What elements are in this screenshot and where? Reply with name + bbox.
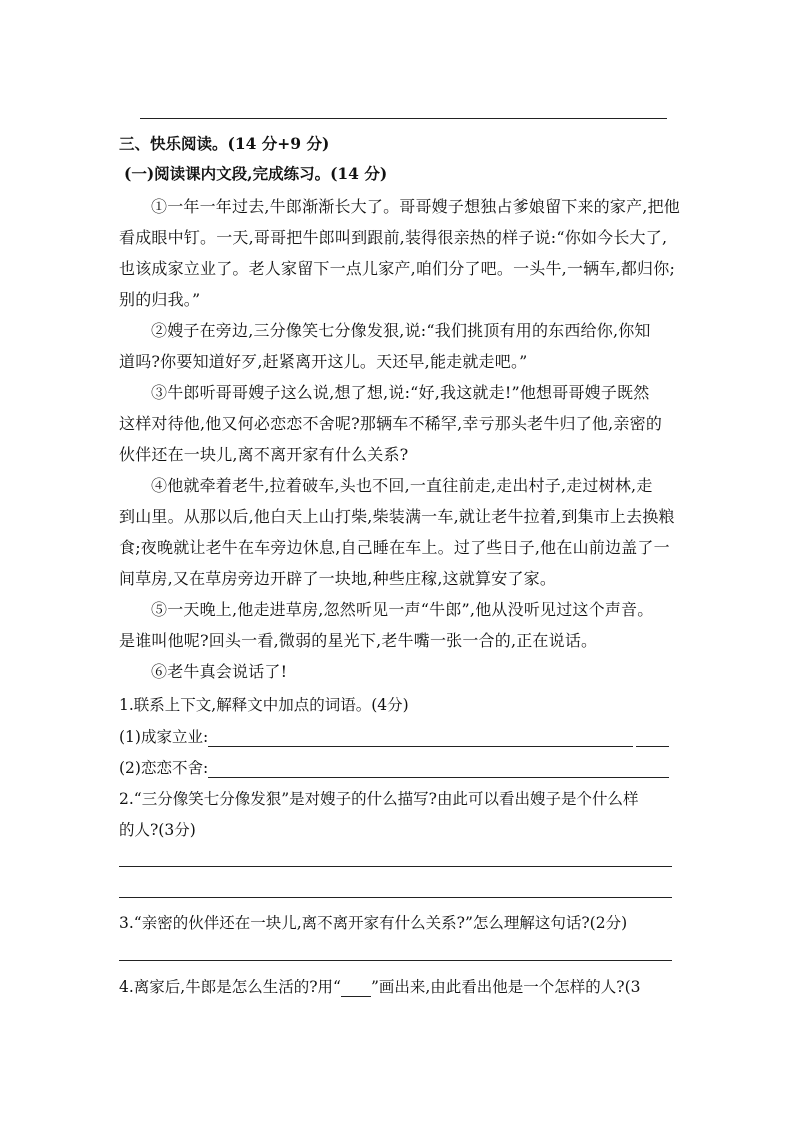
answer-line[interactable] [119,960,672,961]
answer-line[interactable] [119,866,672,867]
passage-line: 道吗?你要知道好歹,赶紧离开这儿。天还早,能走就走吧。” [119,352,528,371]
passage-line: ②嫂子在旁边,三分像笑七分像发狠,说:“我们挑顶有用的东西给你,你知 [151,321,651,340]
question-4 [119,977,641,997]
section-title: 三、快乐阅读。(14 分+9 分) [119,134,330,153]
passage-line: 别的归我。” [119,290,201,309]
question-1-item-a-label: (1)成家立业: [119,728,209,746]
answer-blank[interactable] [636,730,669,747]
passage-line: ④他就牵着老牛,拉着破车,头也不回,一直往前走,走出村子,走过树林,走 [151,476,653,495]
passage-line: ⑤一天晚上,他走进草房,忽然听见一声“牛郎”,他从没听见过这个声音。 [151,600,654,619]
answer-blank[interactable] [208,761,669,778]
question-4-post: ”画出来,由此看出他是一个怎样的人?(3 [370,978,641,996]
question-2-cont: 的人?(3分) [119,821,196,839]
answer-line[interactable] [119,897,672,898]
passage-line: 食;夜晚就让老牛在车旁边休息,自己睡在车上。过了些日子,他在山前边盖了一 [119,538,670,557]
question-4-pre: 4.离家后,牛郎是怎么生活的?用“ [119,978,341,996]
question-1-item-a [119,727,669,747]
question-3: 3.“亲密的伙伴还在一块儿,离不离开家有什么关系?”怎么理解这句话?(2分) [119,914,628,932]
question-1: 1.联系上下文,解释文中加点的词语。(4分) [119,696,409,714]
passage-line: 伙伴还在一块儿,离不离开家有什么关系? [119,445,409,464]
question-1-item-b [119,758,669,778]
answer-blank[interactable] [208,730,633,747]
section-subtitle: (一)阅读课内文段,完成练习。(14 分) [124,164,388,183]
passage-line: 间草房,又在草房旁边开辟了一块地,种些庄稼,这就算安了家。 [119,569,557,588]
passage-line: 到山里。从那以后,他白天上山打柴,柴装满一车,就让老牛拉着,到集市上去换粮 [119,507,675,526]
header-rule [140,118,667,119]
passage-line: 看成眼中钉。一天,哥哥把牛郎叫到跟前,装得很亲热的样子说:“你如今长大了, [119,228,668,247]
underline-sample [341,982,371,997]
question-1-item-b-label: (2)恋恋不舍: [119,759,209,777]
passage-line: ①一年一年过去,牛郎渐渐长大了。哥哥嫂子想独占爹娘留下来的家产,把他 [151,197,680,216]
passage-line: 也该成家立业了。老人家留下一点儿家产,咱们分了吧。一头牛,一辆车,都归你; [119,259,676,278]
passage-line: 是谁叫他呢?回头一看,微弱的星光下,老牛嘴一张一合的,正在说话。 [119,631,598,650]
passage-line: ⑥老牛真会说话了! [151,662,288,681]
question-2: 2.“三分像笑七分像发狠”是对嫂子的什么描写?由此可以看出嫂子是个什么样 [119,790,639,808]
passage-line: ③牛郎听哥哥嫂子这么说,想了想,说:“好,我这就走!”他想哥哥嫂子既然 [151,383,650,402]
passage-line: 这样对待他,他又何必恋恋不舍呢?那辆车不稀罕,幸亏那头老牛归了他,亲密的 [119,414,663,433]
